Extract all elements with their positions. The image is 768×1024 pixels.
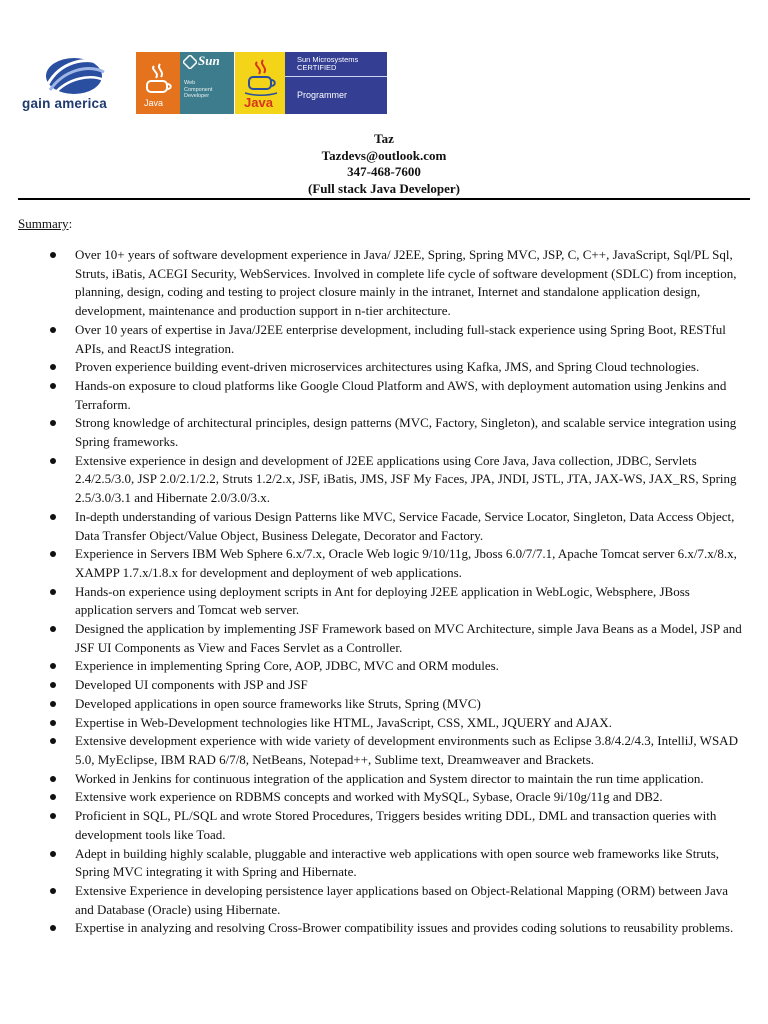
bullet-icon [50,738,56,744]
list-item [0,545,768,582]
summary-colon: : [68,216,73,231]
list-item-text: Developed UI components with JSP and JSF [75,677,308,693]
contact-header [0,131,768,197]
list-item-text: Experience in implementing Spring Core, AOP, JDBC, MVC and ORM modules. [75,658,499,674]
list-item-text: Expertise in analyzing and resolving Cross-Brower compatibility issues and provides coding solutions to reusability problems. [75,920,734,936]
america-word: america [54,96,107,111]
badge-sun-brand: Sun [198,53,220,68]
bullet-icon [50,701,56,707]
list-item [0,676,768,695]
bullet-icon [50,364,56,370]
badge-java-label: Java [244,95,273,110]
list-item [0,788,768,807]
logo-strip [22,52,392,114]
bullet-icon [50,776,56,782]
list-item [0,770,768,789]
list-item [0,732,768,769]
gain-america-wordmark [22,96,107,111]
bullet-icon [50,720,56,726]
list-item [0,714,768,733]
badge-sun-certified-text [297,56,358,72]
badge-certified: CERTIFIED [297,63,337,72]
list-item-text: Worked in Jenkins for continuous integration of the application and System director to maintain the run time application. [75,770,704,786]
bullet-icon [50,925,56,931]
sun-certified-programmer-badge [235,52,387,114]
list-item [0,377,768,414]
candidate-title: (Full stack Java Developer) [307,180,460,196]
summary-label: Summary [18,216,69,231]
list-item [0,583,768,620]
list-item-text: Over 10+ years of software development experience in Java/ J2EE, Spring, Spring MVC, JSP, C, C++, JavaScript, Sql/PL Sql, Struts, iBatis, ACEGI Security, WebServices. Involved in complete life cycle of software development (SDLC) from inception, planning, design, coding and testing to project closure mainly in the intranet, Internet and standalone application design, development, maintenance and production support in n-tier architecture. [75,247,737,319]
list-item [0,246,768,321]
bullet-icon [50,514,56,520]
list-item-text: Over 10 years of expertise in Java/J2EE enterprise development, including full-stack experience using Spring Boot, RESTful APIs, and ReactJS integration. [75,321,726,356]
bullet-icon [50,888,56,894]
badge-java-panel [235,52,285,114]
bullet-icon [50,383,56,389]
list-item-text: Adept in building highly scalable, pluggable and interactive web applications with open source web frameworks like Struts, Spring MVC integrating it with Spring and Hibernate. [75,845,720,880]
bullet-icon [50,589,56,595]
list-item-text: Extensive work experience on RDBMS concepts and worked with MySQL, Sybase, Oracle 9i/10g/11g and DB2. [75,789,663,805]
badge-java-panel [136,52,180,114]
candidate-email: Tazdevs@outlook.com [321,147,447,163]
java-cup-icon [235,56,285,98]
sun-logo-icon [183,55,197,69]
list-item [0,882,768,919]
badge-java-label: Java [144,98,164,108]
bullet-icon [50,851,56,857]
summary-heading [18,216,72,232]
bullet-icon [50,626,56,632]
list-item [0,807,768,844]
bullet-icon [50,682,56,688]
bullet-icon [50,252,56,258]
badge-programmer-label: Programmer [297,90,348,100]
list-item-text: Hands-on experience using deployment scripts in Ant for deploying J2EE application in WebLogic, Websphere, JBoss application servers and Tomcat web server. [75,583,690,618]
globe-swoosh-icon [40,54,106,98]
list-item-text: Experience in Servers IBM Web Sphere 6.x/7.x, Oracle Web logic 9/10/11g, Jboss 6.0/7/7.1, Apache Tomcat server 6.x/7.x/8.x, XAMPP 1.7.x/1.8.x for development and deployment of web applications. [75,546,737,580]
candidate-name: Taz [374,131,394,146]
list-item [0,321,768,358]
list-item-text: Expertise in Web-Development technologies like HTML, JavaScript, CSS, XML, JQUERY and AJAX. [75,714,612,730]
badge-line-1: Web [184,80,196,86]
bullet-icon [50,551,56,557]
badge-divider [285,76,387,77]
gain-word: gain [22,96,51,111]
list-item [0,452,768,508]
java-cup-icon [136,60,180,100]
bullet-icon [50,327,56,333]
list-item [0,695,768,714]
list-item-text: Developed applications in open source frameworks like Struts, Spring (MVC) [75,695,481,711]
badge-line-3: Developer [184,93,210,99]
list-item-text: In-depth understanding of various Design Patterns like MVC, Service Facade, Service Locator, Singleton, Data Access Object, Data Transfer Object/Value Object, Business Delegate, Decorator and Factory. [75,508,735,543]
list-item [0,358,768,377]
badge-line-2: Component [184,86,213,93]
list-item-text: Proficient in SQL, PL/SQL and wrote Stored Procedures, Triggers besides writing DDL, DML and transaction queries with development tools like Toad. [75,808,717,842]
list-item-text: Extensive experience in design and development of J2EE applications using Core Java, Java collection, JDBC, Servlets 2.4/2.5/3.0, JSP 2.0/2.1/2.2, Struts 1.2/2.x, JSF, iBatis, JMS, JSF My Faces, JPA, JNDI, JSTL, JTA, JAX-WS, JAX_RS, Spring 2.5/3.0/3.1 and Hibernate 2.0/3.0/3.x. [75,452,737,506]
list-item-text: Designed the application by implementing JSF Framework based on MVC Architecture, simple Java Beans as a Model, JSP and JSF UI Components as View and Faces Servlet as a Controller. [75,621,742,655]
header-divider [18,198,750,200]
list-item-text: Hands-on exposure to cloud platforms like Google Cloud Platform and AWS, with deployment automation using Jenkins and Terraform. [75,377,727,412]
bullet-icon [50,794,56,800]
list-item [0,508,768,545]
list-item-text: Proven experience building event-driven microservices architectures using Kafka, JMS, and Spring Cloud technologies. [75,359,700,375]
list-item [0,414,768,451]
bullet-icon [50,813,56,819]
candidate-phone: 347-468-7600 [347,164,421,179]
gain-america-logo [22,54,134,112]
list-item [0,919,768,938]
list-item [0,845,768,882]
list-item [0,657,768,676]
list-item-text: Extensive Experience in developing persistence layer applications based on Object-Relational Mapping (ORM) between Java and Database (Oracle) using Hibernate. [75,882,729,917]
bullet-icon [50,420,56,426]
list-item [0,620,768,657]
summary-list [0,246,768,938]
badge-company: Sun Microsystems [297,55,359,64]
list-item-text: Strong knowledge of architectural principles, design patterns (MVC, Factory, Singleton), and scalable service integration using Spring frameworks. [75,415,737,450]
bullet-icon [50,663,56,669]
sun-web-component-developer-badge [136,52,234,114]
list-item-text: Extensive development experience with wide variety of development environments such as Eclipse 3.8/4.2/4.3, IntelliJ, WSAD 5.0, MyEclipse, IBM RAD 6/7/8, NetBeans, Notepad++, Sublime text, Dreamweaver and Brackets. [75,733,738,767]
badge-web-component-text [184,80,212,100]
bullet-icon [50,458,56,464]
